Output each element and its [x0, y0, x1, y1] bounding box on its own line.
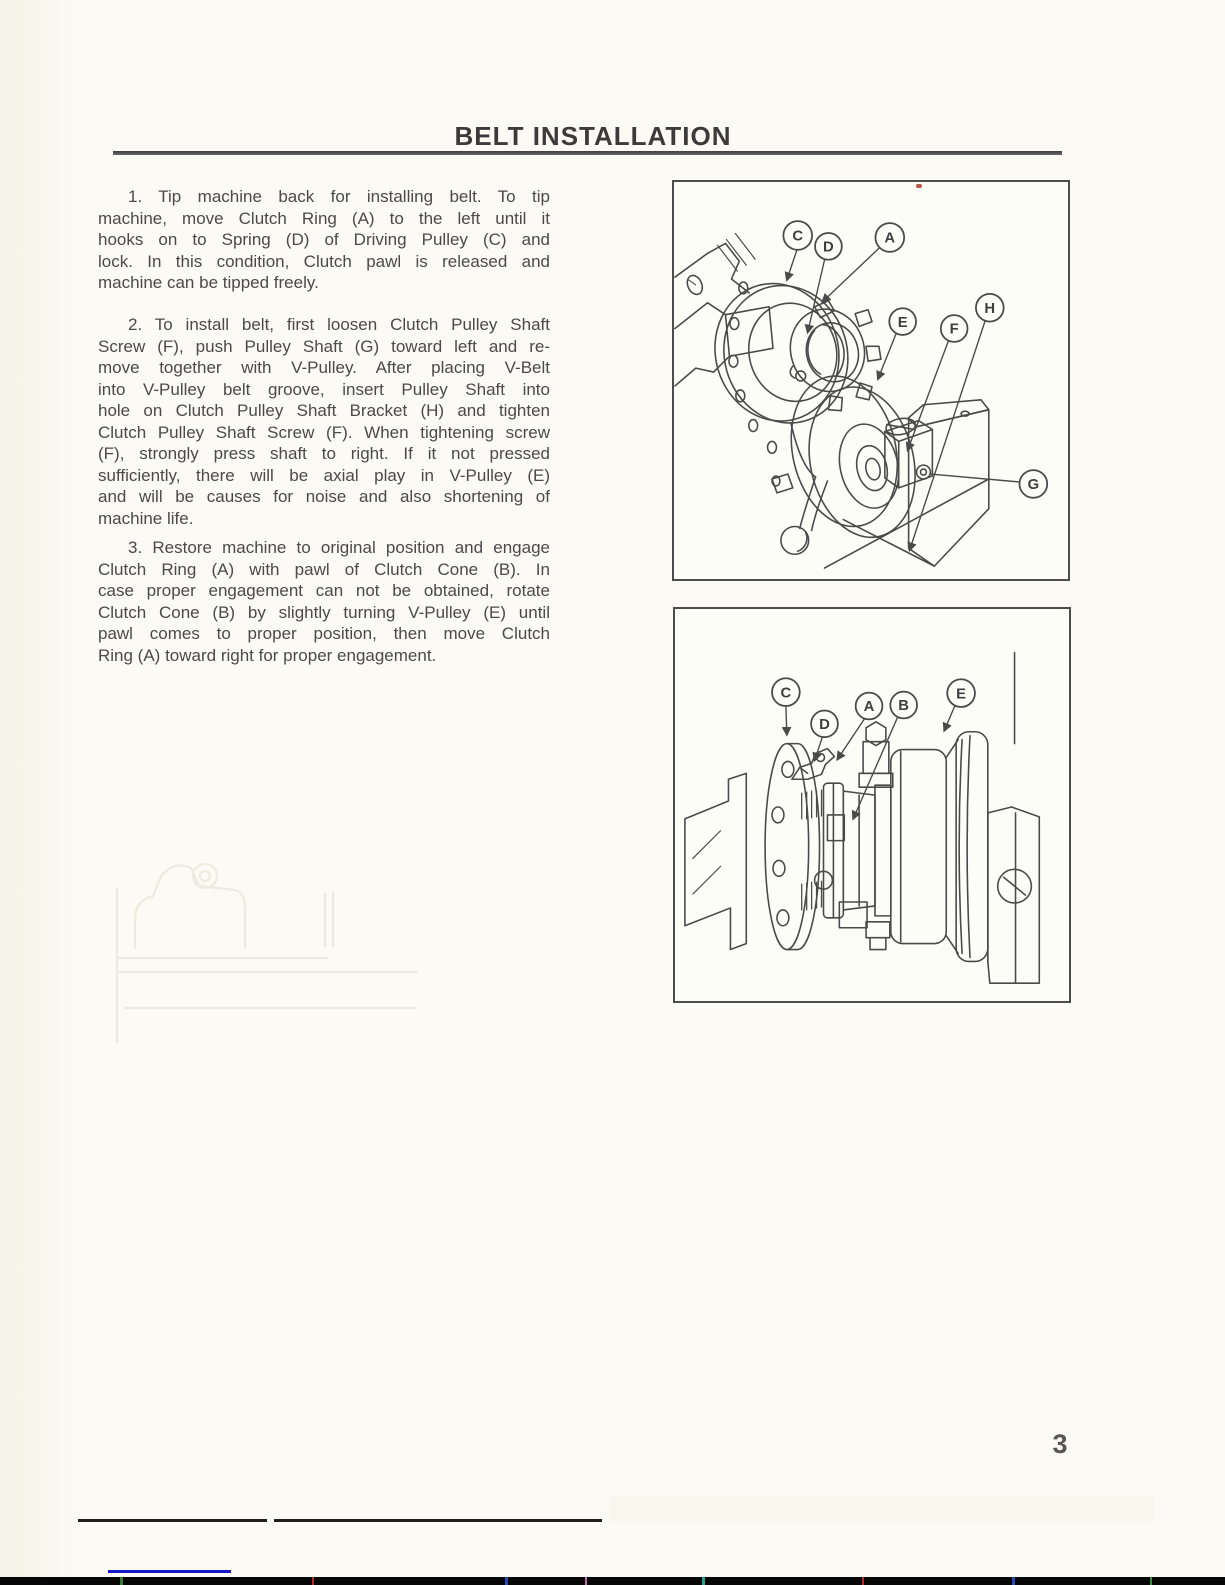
text-line: 1. Tip machine back for installing belt. To tip — [128, 187, 550, 206]
scan-artifact-shading — [610, 1497, 1155, 1523]
driving-pulley-side — [765, 744, 819, 950]
callout-A-figure2 — [856, 693, 883, 720]
machine-body — [675, 233, 773, 385]
v-pulley-side — [891, 732, 988, 962]
svg-text:H: H — [984, 300, 996, 317]
figure-2-drawing — [675, 609, 1069, 1001]
footer-blue-underline — [108, 1570, 231, 1573]
instruction-step-1 — [98, 186, 550, 294]
instruction-step-2 — [98, 314, 550, 529]
scan-artifact-red-mark — [916, 184, 922, 188]
svg-text:E: E — [897, 314, 908, 331]
svg-text:B: B — [898, 698, 910, 715]
svg-text:D: D — [819, 717, 830, 734]
figure-1-leader-lines — [787, 247, 1020, 550]
callout-G-figure1 — [1019, 470, 1047, 498]
clutch-ring-and-cone — [815, 783, 891, 928]
svg-text:C: C — [780, 685, 792, 702]
text-line: sufficiently, there will be axial play in V-Pulley (E) — [98, 465, 550, 485]
text-line: Clutch Cone (B) by slightly turning V-Pulley (E) until — [98, 602, 550, 622]
svg-text:A: A — [863, 699, 875, 716]
text-line: hooks on to Spring (D) of Driving Pulley (C) and — [98, 230, 550, 249]
text-line: machine life. — [98, 508, 194, 528]
svg-text:E: E — [956, 686, 967, 703]
figure-frame-2 — [673, 607, 1071, 1003]
figure-frame-1 — [672, 180, 1070, 581]
page-title: BELT INSTALLATION — [454, 121, 732, 151]
callout-E-figure1 — [889, 308, 916, 335]
v-pulley — [777, 365, 929, 548]
callout-D-figure2 — [811, 710, 838, 737]
page-number: 3 — [1052, 1429, 1068, 1459]
print-through-ghost-sketch — [95, 830, 425, 1050]
text-line: machine can be tipped freely. — [98, 273, 319, 292]
svg-text:C: C — [792, 228, 804, 245]
machine-body-side — [685, 773, 746, 949]
callout-C-figure1 — [783, 221, 812, 250]
scan-edge-bar — [0, 1577, 1225, 1585]
text-line: hole on Clutch Pulley Shaft Bracket (H) and tighten — [98, 401, 550, 420]
figure-1-drawing — [674, 182, 1068, 579]
callout-H-figure1 — [976, 294, 1004, 322]
svg-text:D: D — [823, 239, 834, 256]
text-line: 2. To install belt, first loosen Clutch Pulley Shaft — [128, 315, 550, 334]
callout-E-figure2 — [947, 679, 975, 707]
tip-lever — [772, 423, 827, 555]
callout-A-figure1 — [875, 223, 904, 252]
figure-2-callouts — [772, 678, 975, 737]
text-line: pawl comes to proper position, then move Clutch — [98, 624, 550, 643]
text-line: and will be causes for noise and also shortening of — [98, 487, 550, 506]
callout-C-figure2 — [772, 678, 800, 706]
callout-D-figure1 — [815, 233, 842, 260]
text-line: into V-Pulley belt groove, insert Pulley Shaft into — [98, 379, 550, 399]
callout-B-figure2 — [890, 692, 917, 719]
text-line: Clutch Ring (A) with pawl of Clutch Cone (B). In — [98, 559, 550, 579]
scan-artifact-strip — [274, 1519, 602, 1522]
text-line: 3. Restore machine to original position and engage — [128, 538, 550, 557]
text-line: case proper engagement can not be obtained, rotate — [98, 581, 550, 600]
text-line: Ring (A) toward right for proper engagement. — [98, 645, 437, 665]
svg-text:A: A — [884, 230, 896, 247]
scan-artifact-strip — [78, 1519, 267, 1522]
text-line: Clutch Pulley Shaft Screw (F). When tightening screw — [98, 422, 550, 442]
text-line: Screw (F), push Pulley Shaft (G) toward left and re- — [98, 336, 550, 356]
text-line: machine, move Clutch Ring (A) to the left until it — [98, 208, 550, 228]
svg-text:G: G — [1027, 477, 1040, 494]
callout-F-figure1 — [941, 315, 968, 342]
svg-text:F: F — [949, 321, 959, 338]
bracket-with-screw — [988, 653, 1039, 984]
text-line: move together with V-Pulley. After placing V-Belt — [98, 358, 550, 377]
title-rule — [113, 151, 1062, 155]
instruction-step-3 — [98, 537, 550, 666]
text-line: (F), strongly press shaft to right. If it not pressed — [98, 444, 550, 463]
text-line: lock. In this condition, Clutch pawl is released and — [98, 251, 550, 271]
figure-1-callouts — [783, 221, 1047, 498]
